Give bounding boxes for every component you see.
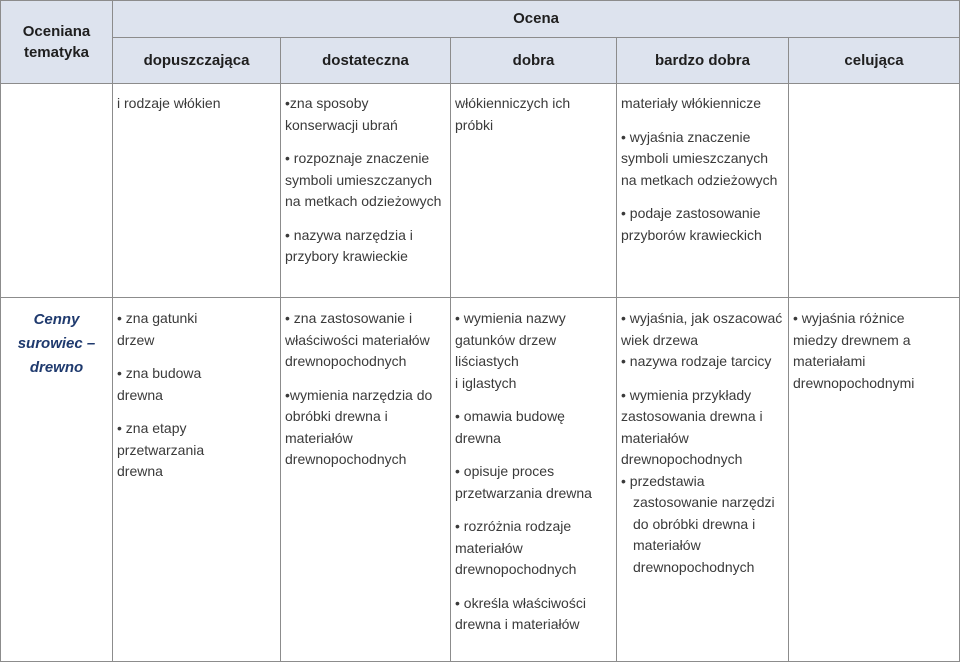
cell-item: [285, 148, 446, 213]
cell-line: • wymienia nazwy: [455, 310, 566, 326]
cell-item: [117, 363, 276, 406]
row2-col4: [617, 298, 789, 662]
cell-item: [621, 127, 784, 192]
cell-item: [455, 93, 612, 136]
header-col-dobra: dobra: [451, 38, 617, 84]
row1-col1: [113, 84, 281, 298]
cell-line: materiałów: [621, 429, 689, 446]
cell-line: drewnopochodnych: [633, 558, 755, 575]
cell-line: zastosowanie narzędzi: [633, 494, 775, 510]
cell-item: [621, 203, 784, 246]
row2-col1: [113, 298, 281, 662]
cell-line: drewnopochodnych: [621, 451, 743, 467]
cell-line: • wyjaśnia znaczenie: [621, 128, 751, 145]
header-col-bardzo-dobra: bardzo dobra: [617, 38, 789, 84]
cell-line: materiały włókiennicze: [621, 95, 762, 111]
row2-col2: [281, 298, 451, 662]
cell-line: i rodzaje włókien: [117, 95, 221, 111]
row1-col4: [617, 84, 789, 298]
cell-line: materiałami: [793, 353, 866, 369]
cell-line: symboli umieszczanych: [285, 171, 433, 188]
cell-line: zastosowania drewna i: [621, 408, 763, 424]
cell-item: [455, 461, 612, 504]
cell-line: drewna: [117, 463, 163, 479]
cell-item: [793, 308, 955, 394]
cell-line: materiałów: [633, 537, 701, 553]
cell-line: • omawia budowę: [455, 408, 565, 424]
cell-item: [621, 308, 784, 373]
row1-col2: [281, 84, 451, 298]
header-col-dopuszczajaca: dopuszczająca: [113, 38, 281, 84]
row2-col3: [451, 298, 617, 662]
cell-line: drewnopochodnych: [285, 353, 407, 369]
cell-line: • zna etapy: [117, 420, 187, 436]
header-grade: Ocena: [113, 1, 960, 38]
cell-line: konserwacji ubrań: [285, 116, 398, 133]
cell-item: [117, 308, 276, 351]
cell-line: drewnopochodnymi: [793, 374, 915, 391]
cell-line: drewnopochodnych: [455, 561, 577, 577]
row1-topic: [1, 84, 113, 298]
row1-col3: [451, 84, 617, 298]
cell-line: • zna budowa: [117, 365, 202, 381]
cell-line: • wyjaśnia, jak oszacować: [621, 310, 783, 326]
cell-line: Cenny: [33, 311, 80, 328]
cell-line: • opisuje proces: [455, 463, 555, 479]
cell-line: • zna gatunki: [117, 310, 198, 326]
cell-item: [455, 406, 612, 449]
cell-item: [285, 225, 446, 268]
cell-line: właściwości materiałów: [285, 331, 430, 348]
cell-line: przybory krawieckie: [285, 248, 408, 264]
cell-line: drewnopochodnych: [285, 451, 407, 467]
cell-line: próbki: [455, 116, 494, 133]
cell-line: surowiec –: [17, 335, 96, 352]
header-topic: Oceniana tematyka: [1, 1, 113, 84]
cell-line: na metkach odzieżowych: [285, 193, 442, 209]
cell-line: i iglastych: [455, 374, 517, 391]
cell-line: drewna: [455, 429, 501, 446]
cell-line: • nazywa narzędzia i: [285, 226, 413, 243]
cell-item: [285, 385, 446, 471]
cell-line: materiałów: [455, 539, 523, 556]
header-col-dostateczna: dostateczna: [281, 38, 451, 84]
cell-line: wiek drzewa: [621, 331, 699, 348]
row2-topic: [1, 298, 113, 662]
cell-line: • rozróżnia rodzaje: [455, 518, 572, 534]
cell-line: • wymienia przykłady: [621, 386, 752, 403]
cell-line: drewna i materiałów: [455, 616, 580, 632]
cell-line: •wymienia narzędzia do: [285, 386, 433, 403]
cell-line: materiałów: [285, 429, 353, 446]
cell-line: • określa właściwości: [455, 594, 586, 611]
cell-item: [455, 593, 612, 636]
cell-item: [117, 418, 276, 483]
cell-line: • wyjaśnia różnice: [793, 310, 905, 326]
cell-line: przetwarzania: [117, 441, 205, 458]
cell-line: do obróbki drewna i: [633, 515, 756, 532]
cell-line: liściastych: [455, 353, 519, 369]
cell-line: •zna sposoby: [285, 95, 369, 111]
cell-line: • podaje zastosowanie: [621, 205, 761, 221]
cell-item: [621, 385, 784, 579]
cell-line: przyborów krawieckich: [621, 226, 762, 243]
cell-line: drewno: [29, 359, 84, 376]
cell-line: • nazywa rodzaje tarcicy: [621, 353, 772, 369]
header-col-celujaca: celująca: [789, 38, 960, 84]
cell-line: na metkach odzieżowych: [621, 171, 778, 188]
cell-item: [285, 93, 446, 136]
cell-line: • zna zastosowanie i: [285, 310, 413, 326]
cell-item: [455, 516, 612, 581]
cell-item: [285, 308, 446, 373]
cell-line: • rozpoznaje znaczenie: [285, 150, 430, 166]
cell-line: obróbki drewna i: [285, 408, 388, 424]
row1-col5: [789, 84, 960, 298]
row2-col5: [789, 298, 960, 662]
cell-line: gatunków drzew: [455, 331, 557, 348]
cell-line: drewna: [117, 386, 163, 403]
cell-line: przetwarzania drewna: [455, 484, 592, 501]
cell-line: • przedstawia: [621, 472, 705, 489]
cell-line: drzew: [117, 331, 155, 348]
cell-line: włókienniczych ich: [455, 95, 571, 111]
cell-line: symboli umieszczanych: [621, 150, 769, 166]
cell-item: [621, 93, 784, 115]
cell-item: [455, 308, 612, 394]
cell-line: miedzy drewnem a: [793, 331, 911, 348]
